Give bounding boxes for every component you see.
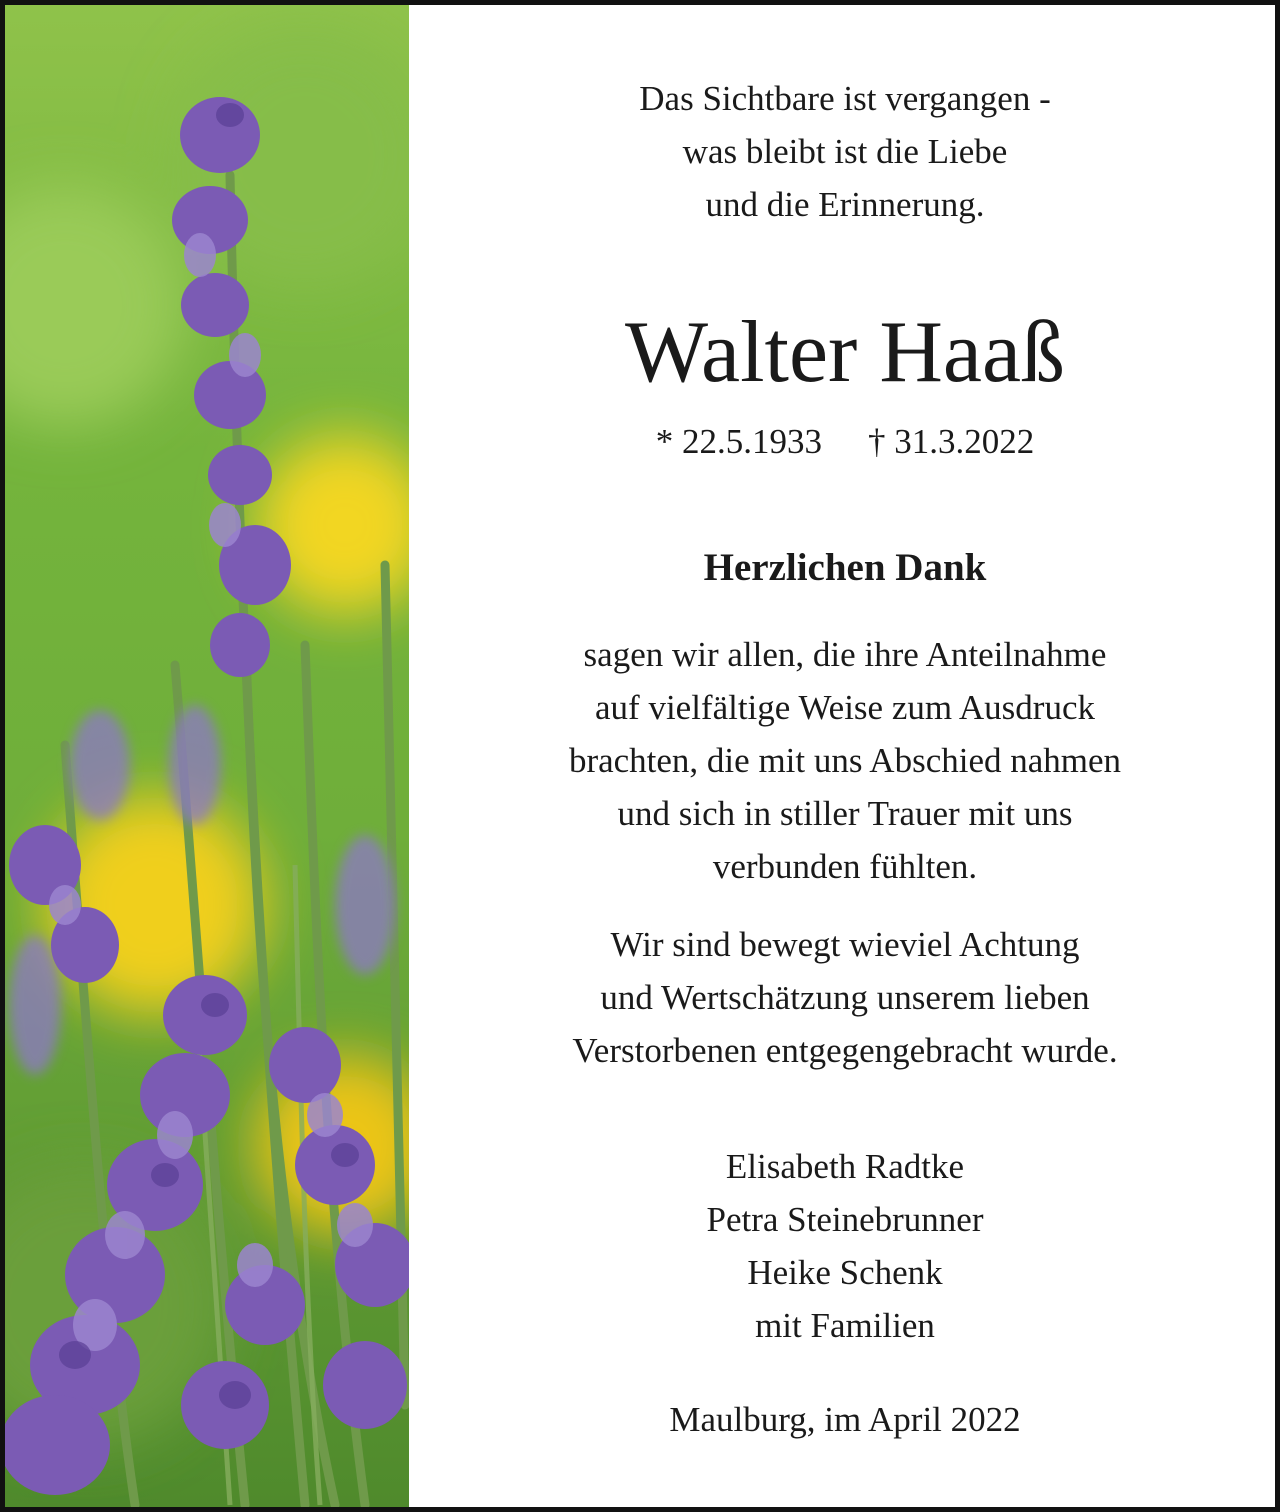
paragraph-line: verbunden fühlten. [712,847,978,886]
thanks-heading: Herzlichen Dank [703,546,987,589]
deceased-name: Walter Haaß [625,304,1065,401]
life-dates [415,422,1275,462]
signer-name: Heike Schenk [747,1253,943,1292]
death-date: † 31.3.2022 [868,422,1035,461]
paragraph-line: Wir sind bewegt wieviel Achtung [610,925,1080,964]
birth-date: * 22.5.1933 [655,422,822,461]
signer-name: Petra Steinebrunner [706,1200,984,1239]
motto-line: Das Sichtbare ist vergangen - [639,79,1051,118]
paragraph-line: sagen wir allen, die ihre Anteilnahme [583,635,1107,674]
paragraph-line: auf vielfältige Weise zum Ausdruck [595,688,1095,727]
motto-line: was bleibt ist die Liebe [682,132,1008,171]
signer-name: Elisabeth Radtke [725,1147,965,1186]
paragraph-line: Verstorbenen entgegengebracht wurde. [572,1031,1118,1070]
paragraph-line: und sich in stiller Trauer mit uns [617,794,1073,833]
paragraph-line: und Wertschätzung unserem lieben [600,978,1090,1017]
place-date: Maulburg, im April 2022 [669,1400,1021,1439]
lavender-illustration [5,5,409,1507]
lavender-photo [5,5,409,1507]
signer-name: mit Familien [755,1306,935,1345]
paragraph-line: brachten, die mit uns Abschied nahmen [568,741,1122,780]
motto-line: und die Erinnerung. [705,185,985,224]
notice-text [415,5,1275,1507]
